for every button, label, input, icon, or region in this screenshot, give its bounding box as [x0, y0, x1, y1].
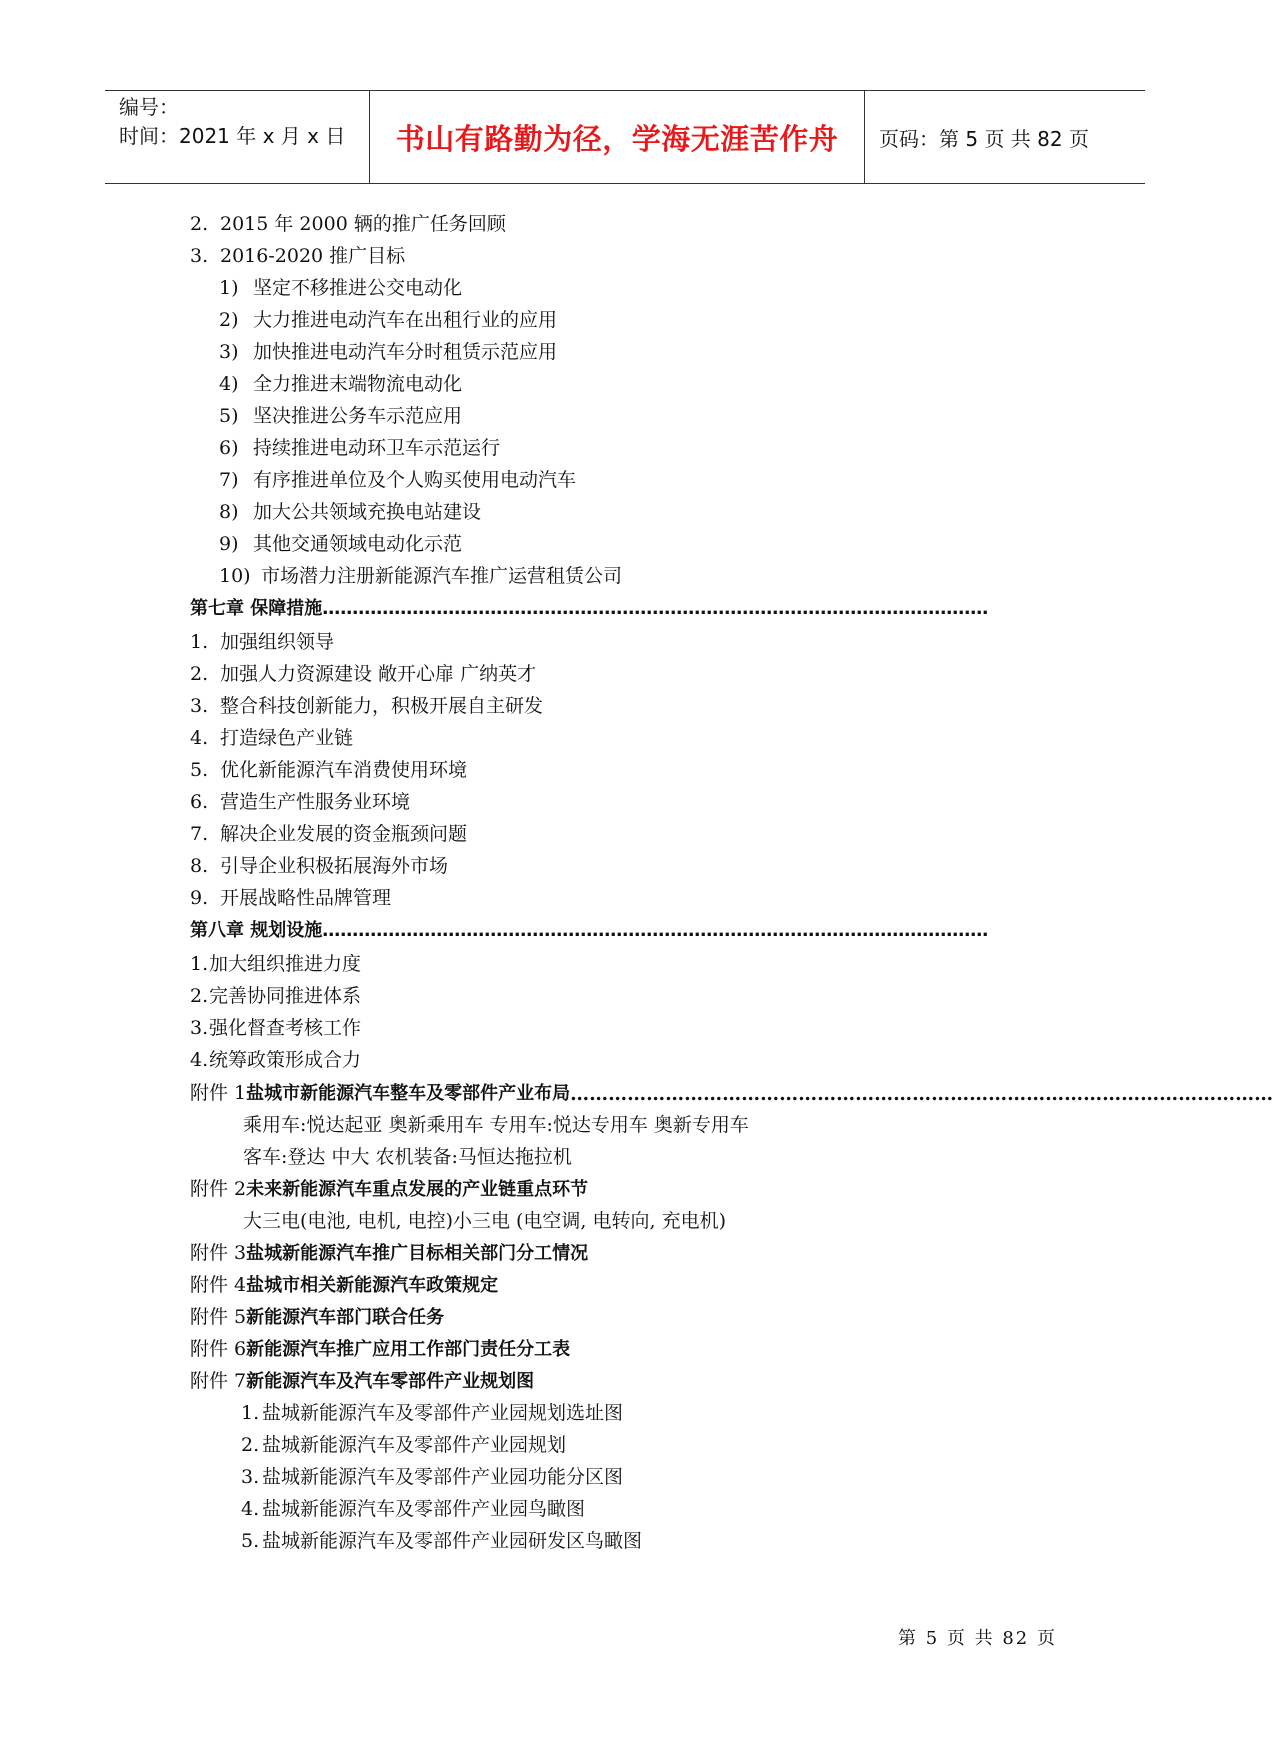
document-time-label: 时间：2021 年 x 月 x 日: [119, 124, 346, 148]
toc-subitem: 5) 坚决推进公务车示范应用: [219, 405, 463, 427]
toc-item: 6. 营造生产性服务业环境: [190, 791, 411, 813]
toc-item: 4. 打造绿色产业链: [190, 727, 354, 749]
toc-item: 7. 解决企业发展的资金瓶颈问题: [190, 823, 468, 845]
toc-item: 2. 加强人力资源建设 敞开心扉 广纳英才: [190, 663, 537, 685]
toc-subitem: 4) 全力推进末端物流电动化: [219, 373, 463, 395]
toc-item: 3.强化督查考核工作: [190, 1017, 362, 1039]
toc-subitem: 6) 持续推进电动环卫车示范运行: [219, 437, 501, 459]
toc-subitem: 1) 坚定不移推进公交电动化: [219, 277, 463, 299]
appendix-5-heading: 附件 5新能源汽车部门联合任务: [190, 1306, 445, 1328]
toc-subitem: 3) 加快推进电动汽车分时租赁示范应用: [219, 341, 558, 363]
toc-subitem: 8) 加大公共领域充换电站建设: [219, 501, 482, 523]
toc-subitem: 10) 市场潜力注册新能源汽车推广运营租赁公司: [219, 565, 623, 587]
appendix-note: 乘用车:悦达起亚 奥新乘用车 专用车:悦达专用车 奥新专用车: [243, 1114, 749, 1136]
toc-item: 8. 引导企业积极拓展海外市场: [190, 855, 449, 877]
header-motto-cell: [370, 91, 865, 183]
toc-item: 1.加大组织推进力度: [190, 953, 362, 975]
appendix-note: 大三电(电池, 电机, 电控)小三电 (电空调, 电转向, 充电机): [243, 1210, 727, 1232]
appendix-7-item: 4. 盐城新能源汽车及零部件产业园鸟瞰图: [241, 1498, 586, 1520]
document-number-label: 编号：: [119, 95, 179, 119]
appendix-2-heading: 附件 2未来新能源汽车重点发展的产业链重点环节: [190, 1178, 589, 1200]
leader-dots: …………………………………………………………………………………………………: [322, 920, 989, 941]
appendix-1-heading: 附件 1盐城市新能源汽车整车及零部件产业布局…………………………………………………………………………………………………: [190, 1082, 1273, 1105]
header-page-label: 页码：第 5 页 共 82 页: [879, 126, 1089, 151]
appendix-4-heading: 附件 4盐城市相关新能源汽车政策规定: [190, 1274, 499, 1296]
toc-subitem: 7) 有序推进单位及个人购买使用电动汽车: [219, 469, 577, 491]
toc-item: 4.统筹政策形成合力: [190, 1049, 362, 1071]
toc-item: 3. 2016-2020 推广目标: [190, 245, 406, 267]
appendix-3-heading: 附件 3盐城新能源汽车推广目标相关部门分工情况: [190, 1242, 589, 1264]
appendix-7-item: 5. 盐城新能源汽车及零部件产业园研发区鸟瞰图: [241, 1530, 643, 1552]
toc-item: 2.完善协同推进体系: [190, 985, 362, 1007]
toc-subitem: 2) 大力推进电动汽车在出租行业的应用: [219, 309, 558, 331]
appendix-7-item: 2. 盐城新能源汽车及零部件产业园规划: [241, 1434, 567, 1456]
toc-item: 9. 开展战略性品牌管理: [190, 887, 392, 909]
appendix-note: 客车:登达 中大 农机装备:马恒达拖拉机: [243, 1146, 572, 1168]
toc-item: 3. 整合科技创新能力，积极开展自主研发: [190, 695, 544, 717]
appendix-7-heading: 附件 7新能源汽车及汽车零部件产业规划图: [190, 1370, 535, 1392]
appendix-7-item: 3. 盐城新能源汽车及零部件产业园功能分区图: [241, 1466, 624, 1488]
chapter-8-heading: 第八章 规划设施…………………………………………………………………………………………………: [190, 918, 962, 944]
toc-item: 2. 2015 年 2000 辆的推广任务回顾: [190, 213, 506, 235]
leader-dots: …………………………………………………………………………………………………: [322, 598, 989, 619]
header-page-cell: [865, 91, 1145, 183]
appendix-7-item: 1. 盐城新能源汽车及零部件产业园规划选址图: [241, 1402, 624, 1424]
header-motto: 书山有路勤为径，学海无涯苦作舟: [395, 121, 839, 156]
toc-item: 5. 优化新能源汽车消费使用环境: [190, 759, 468, 781]
page-header: [105, 90, 1145, 184]
leader-dots: …………………………………………………………………………………………………: [570, 1083, 1273, 1105]
appendix-6-heading: 附件 6新能源汽车推广应用工作部门责任分工表: [190, 1338, 571, 1360]
toc-item: 1. 加强组织领导: [190, 631, 335, 653]
page-footer: 第 5 页 共 82 页: [898, 1628, 1057, 1649]
chapter-7-heading: 第七章 保障措施…………………………………………………………………………………………………: [190, 596, 962, 622]
header-meta: [105, 91, 370, 183]
toc-subitem: 9) 其他交通领域电动化示范: [219, 533, 463, 555]
